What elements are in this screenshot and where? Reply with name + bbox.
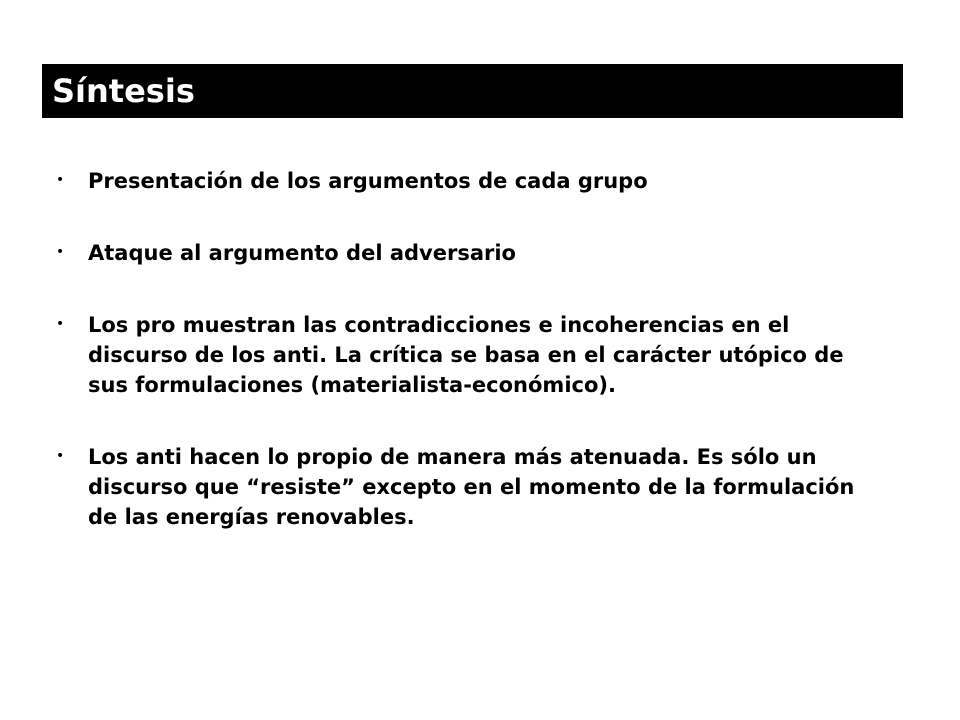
bullet-text: Ataque al argumento del adversario [88, 241, 516, 265]
bullet-marker: • [56, 244, 65, 260]
bullet-marker: • [56, 172, 65, 188]
bullet-list [56, 166, 886, 574]
bullet-item [56, 442, 886, 532]
bullet-item [56, 310, 886, 400]
bullet-text: Los pro muestran las contradicciones e incoherencias en el discurso de los anti. La crítica se basa en el carácter utópico de sus formulaciones (materialista-económico). [88, 313, 844, 397]
bullet-marker: • [56, 316, 65, 332]
bullet-text: Presentación de los argumentos de cada grupo [88, 169, 648, 193]
slide-title: Síntesis [52, 72, 195, 110]
bullet-item [56, 166, 886, 196]
bullet-text: Los anti hacen lo propio de manera más atenuada. Es sólo un discurso que “resiste” excepto en el momento de la formulación de las energías renovables. [88, 445, 855, 529]
bullet-item [56, 238, 886, 268]
bullet-marker: • [56, 448, 65, 464]
title-bar [42, 64, 903, 118]
